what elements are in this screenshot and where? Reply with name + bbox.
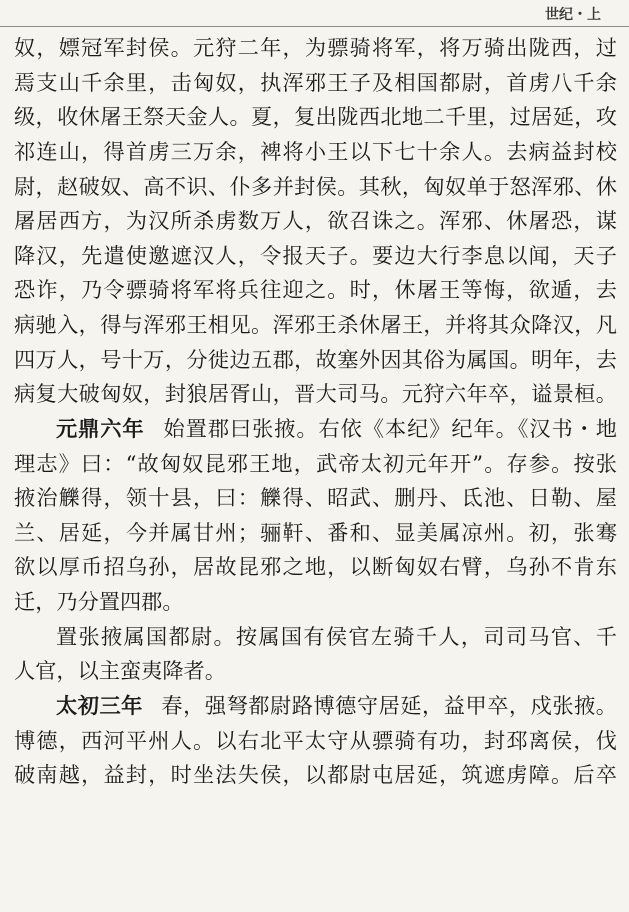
entry-first-line [56,692,617,720]
running-head: 世纪・上 [545,7,601,23]
text-line: 四万人，号十万，分徙边五郡，故塞外因其俗为属国。明年，去 [14,347,617,372]
text-line: 祁连山，得首虏三万余，裨将小王以下七十余人。去病益封校 [14,139,617,164]
text-line: 人官，以主蛮夷降者。 [14,658,226,683]
entry-year-heading: 太初三年 [56,693,143,718]
text-line: 焉支山千余里，击匈奴，执浑邪王子及相国都尉，首虏八千余 [14,70,617,95]
text-line: 病驰入，得与浑邪王相见。浑邪王杀休屠王，并将其众降汉，凡 [14,312,617,337]
header-rule [0,26,629,27]
text-line: 恐诈，乃令骠骑将军将兵往迎之。时，休屠王等悔，欲遁，去 [14,277,617,302]
text-span: 始置郡曰张掖。右依《本纪》纪年。《汉书・地 [162,416,617,441]
text-line: 博德，西河平州人。以右北平太守从骠骑有功，封邳离侯，伐 [14,728,617,753]
entry-first-line [56,415,617,443]
text-line: 破南越，益封，时坐法失侯，以都尉屯居延，筑遮虏障。后卒 [14,762,617,787]
text-line: 置张掖属国都尉。按属国有侯官左骑千人，司司马官、千 [56,624,617,649]
text-span: 春，强弩都尉路博德守居延，益甲卒，戍张掖。 [160,693,617,718]
text-line: 降汉，先遣使邀遮汉人，令报天子。要边大行李息以闻，天子 [14,243,617,268]
text-line: 病复大破匈奴，封狼居胥山，晋大司马。元狩六年卒，谥景桓。 [14,381,617,406]
text-line: 尉，赵破奴、高不识、仆多并封侯。其秋，匈奴单于怒浑邪、休 [14,174,617,199]
text-line: 兰、居延，今并属甘州；骊靬、番和、显美属凉州。初，张骞 [14,520,617,545]
text-line: 理志》曰：“故匈奴昆邪王地，武帝太初元年开”。存参。按张 [14,451,617,476]
text-line: 掖治觻得，领十县，曰：觻得、昭武、删丹、氐池、日勒、屋 [14,485,617,510]
text-line: 屠居西方，为汉所杀虏数万人，欲召诛之。浑邪、休屠恐，谋 [14,208,617,233]
entry-year-heading: 元鼎六年 [56,416,145,441]
text-line: 奴，嫖冠军封侯。元狩二年，为骠骑将军，将万骑出陇西，过 [14,35,617,60]
text-line: 迁，乃分置四郡。 [14,589,184,614]
text-line: 级，收休屠王祭天金人。夏，复出陇西北地二千里，过居延，攻 [14,104,617,129]
text-line: 欲以厚币招乌孙，居故昆邪之地，以断匈奴右臂，乌孙不肯东 [14,554,617,579]
